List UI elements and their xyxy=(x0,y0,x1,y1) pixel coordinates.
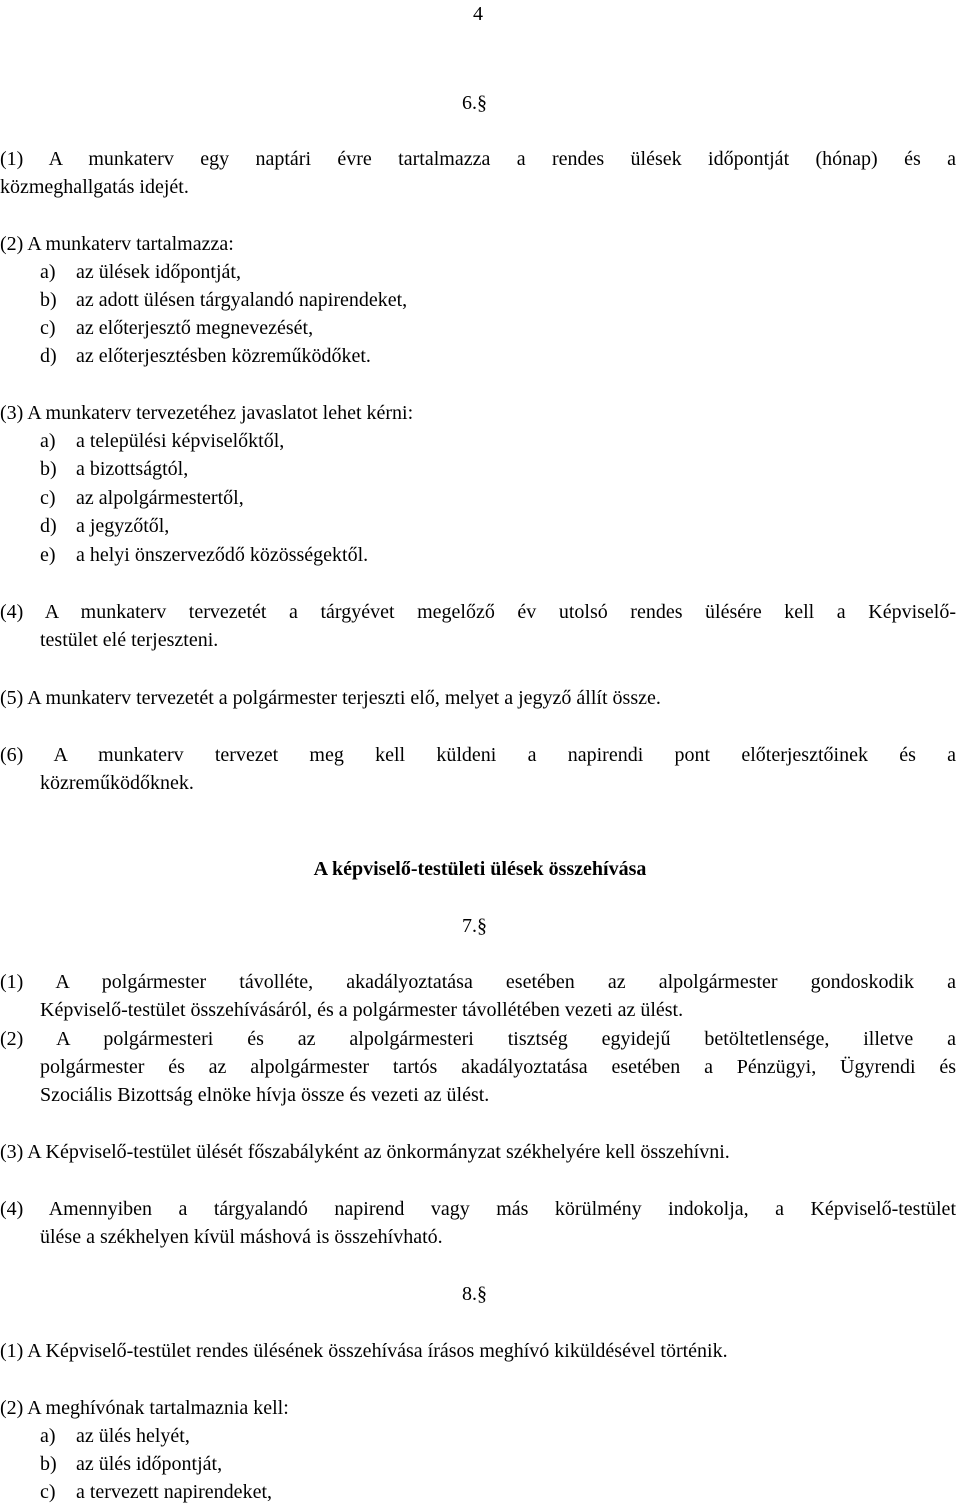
paragraph-6-1-line2: közmeghallgatás idejét. xyxy=(0,176,189,198)
list-item: c) az alpolgármestertől, xyxy=(40,487,244,509)
paragraph-7-2-line1: (2) A polgármesteri és az alpolgármesteri tisztség egyidejű betöltetlensége, illetve a xyxy=(0,1028,956,1050)
paragraph-8-2-intro: (2) A meghívónak tartalmaznia kell: xyxy=(0,1397,289,1419)
paragraph-6-5: (5) A munkaterv tervezetét a polgármester terjeszti elő, melyet a jegyző állít össze. xyxy=(0,687,661,709)
paragraph-6-2-intro: (2) A munkaterv tartalmazza: xyxy=(0,233,234,255)
section-number-8: 8.§ xyxy=(462,1283,487,1305)
list-item: c) a tervezett napirendeket, xyxy=(40,1481,272,1503)
list-item: b) a bizottságtól, xyxy=(40,458,189,480)
paragraph-7-2-line2: polgármester és az alpolgármester tartós akadályoztatása esetében a Pénzügyi, Ügyrendi és xyxy=(40,1056,956,1078)
list-item: b) az adott ülésen tárgyalandó napirendeket, xyxy=(40,289,408,311)
paragraph-8-1: (1) A Képviselő-testület rendes ülésének összehívása írásos meghívó kiküldésével történik. xyxy=(0,1340,728,1362)
list-item: d) a jegyzőtől, xyxy=(40,515,170,537)
paragraph-6-6-line1: (6) A munkaterv tervezet meg kell küldeni a napirendi pont előterjesztőinek és a xyxy=(0,744,956,766)
list-item: b) az ülés időpontját, xyxy=(40,1453,223,1475)
paragraph-6-4-line1: (4) A munkaterv tervezetét a tárgyévet megelőző év utolsó rendes ülésére kell a Képviselő- xyxy=(0,601,956,623)
section-heading: A képviselő-testületi ülések összehívása xyxy=(313,858,647,880)
paragraph-7-3: (3) A Képviselő-testület ülését főszabályként az önkormányzat székhelyére kell összehívni. xyxy=(0,1141,730,1163)
list-item: e) a helyi önszerveződő közösségektől. xyxy=(40,544,369,566)
list-item: a) az ülések időpontját, xyxy=(40,261,241,283)
list-item: a) az ülés helyét, xyxy=(40,1425,190,1447)
section-number-7: 7.§ xyxy=(462,915,487,937)
paragraph-6-3-intro: (3) A munkaterv tervezetéhez javaslatot lehet kérni: xyxy=(0,402,414,424)
paragraph-7-1-line1: (1) A polgármester távolléte, akadályoztatása esetében az alpolgármester gondoskodik a xyxy=(0,971,956,993)
list-item: d) az előterjesztésben közreműködőket. xyxy=(40,345,371,367)
list-item: a) a települési képviselőktől, xyxy=(40,430,285,452)
paragraph-6-4-line2: testület elé terjeszteni. xyxy=(40,629,219,651)
paragraph-7-1-line2: Képviselő-testület összehívásáról, és a polgármester távollétében vezeti az ülést. xyxy=(40,999,684,1021)
list-item: c) az előterjesztő megnevezését, xyxy=(40,317,314,339)
page-number: 4 xyxy=(473,3,483,25)
paragraph-7-2-line3: Szociális Bizottság elnöke hívja össze és vezeti az ülést. xyxy=(40,1084,490,1106)
paragraph-7-4-line2: ülése a székhelyen kívül máshová is összehívható. xyxy=(40,1226,443,1248)
paragraph-6-6-line2: közreműködőknek. xyxy=(40,772,194,794)
paragraph-7-4-line1: (4) Amennyiben a tárgyalandó napirend vagy más körülmény indokolja, a Képviselő-testület xyxy=(0,1198,956,1220)
paragraph-6-1-line1: (1) A munkaterv egy naptári évre tartalmazza a rendes ülések időpontját (hónap) és a xyxy=(0,148,956,170)
section-number-6: 6.§ xyxy=(462,92,487,114)
